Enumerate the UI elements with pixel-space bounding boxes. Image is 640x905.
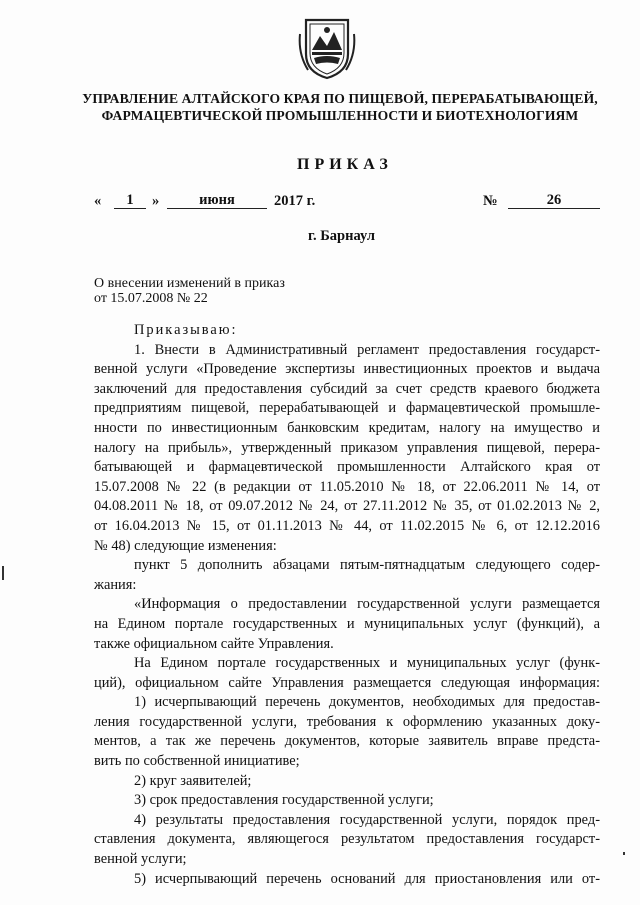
body-line: «Информация о предоставлении государственной услуги размещается — [134, 596, 600, 613]
subject-line-1: О внесении изменений в приказ — [94, 276, 285, 291]
date-day: 1 — [114, 193, 146, 209]
body-line: 04.08.2011 № 18, от 09.07.2012 № 24, от 27.11.2012 № 35, от 01.02.2013 № 2, — [94, 498, 600, 515]
body-line: от 16.04.2013 № 15, от 01.11.2013 № 44, от 11.02.2015 № 6, от 12.12.2016 — [94, 517, 600, 534]
body-line: вить по собственной инициативе; — [94, 753, 300, 770]
subject-line-2: от 15.07.2008 № 22 — [94, 291, 208, 306]
body-line: венной услуги «Проведение экспертизы инвестиционных проектов и выдача — [94, 361, 600, 378]
body-line: 1. Внести в Административный регламент предоставления государст- — [134, 341, 600, 358]
body-line: На Едином портале государственных и муниципальных услуг (функ- — [134, 655, 600, 672]
date-year: 2017 г. — [274, 193, 316, 209]
scan-margin-mark — [623, 852, 625, 855]
body-line: 1) исчерпывающий перечень документов, необходимых для предостав- — [134, 694, 600, 711]
body-line: ставления документа, являющегося результатом предоставления государст- — [94, 831, 600, 848]
body-line: 2) круг заявителей; — [134, 772, 252, 789]
body-line: заключений для предоставления субсидий за счет средств краевого бюджета — [94, 380, 600, 397]
date-month: июня — [167, 193, 267, 209]
document-type-title: ПРИКАЗ — [297, 156, 393, 173]
organization-name-line-2: ФАРМАЦЕВТИЧЕСКОЙ ПРОМЫШЛЕННОСТИ И БИОТЕХНОЛОГИЯМ — [101, 108, 579, 123]
body-line: Приказываю: — [134, 322, 238, 338]
order-number-label: № — [483, 193, 498, 209]
body-line: батывающей и фармацевтической промышленности Алтайского края от — [94, 459, 600, 476]
order-subject — [94, 276, 285, 306]
body-line: предприятиям пищевой, перерабатывающей и фармацевтической промышле- — [94, 400, 600, 417]
coat-of-arms-emblem — [298, 14, 356, 80]
date-quote-open: « — [94, 193, 102, 209]
organization-name-line-1: УПРАВЛЕНИЕ АЛТАЙСКОГО КРАЯ ПО ПИЩЕВОЙ, ПЕРЕРАБАТЫВАЮЩЕЙ, — [82, 91, 598, 106]
body-line: пункт 5 дополнить абзацами пятым-пятнадцатым следующего содер- — [134, 557, 600, 574]
body-line: налогу на прибыль», утвержденный приказом управления пищевой, перера- — [94, 439, 600, 456]
body-line: также официальном сайте Управления. — [94, 635, 334, 652]
body-line: ций), официальном сайте Управления размещается следующая информация: — [94, 674, 600, 691]
body-line: нности по инвестиционным банковским кредитам, налогу на имущество и — [94, 419, 600, 436]
city-name: г. Барнаул — [308, 228, 375, 244]
order-body — [94, 321, 600, 889]
body-line: № 48) следующие изменения: — [94, 537, 277, 554]
body-line: на Едином портале государственных и муниципальных услуг (функций), а — [94, 615, 600, 632]
body-line: 3) срок предоставления государственной услуги; — [134, 792, 434, 809]
scan-margin-mark — [2, 566, 4, 580]
body-line: 5) исчерпывающий перечень оснований для приостановления или от- — [134, 870, 600, 887]
date-quote-close: » — [152, 193, 160, 209]
body-line: венной услуги; — [94, 851, 187, 868]
body-line: 4) результаты предоставления государственной услуги, порядок пред- — [134, 811, 600, 828]
body-line: ментов, а так же перечень документов, которые заявитель вправе предста- — [94, 733, 600, 750]
body-line: жания: — [94, 576, 137, 593]
body-line: 15.07.2008 № 22 (в редакции от 11.05.2010 № 18, от 22.06.2011 № 14, от — [94, 478, 600, 495]
order-number: 26 — [508, 193, 600, 209]
body-line: ления государственной услуги, требования к оформлению указанных доку- — [94, 713, 600, 730]
